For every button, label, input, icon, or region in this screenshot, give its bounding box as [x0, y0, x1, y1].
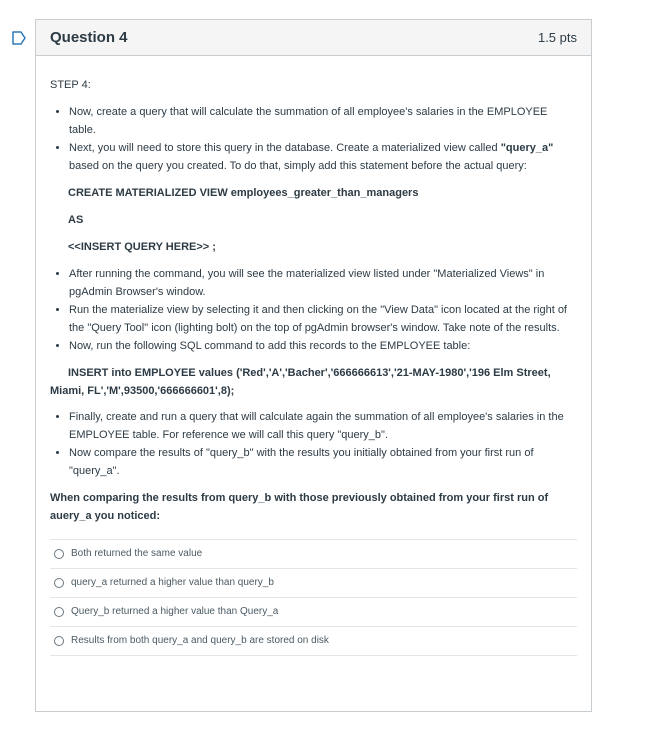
instruction-item: • Now compare the results of "query_b" with the results you initially obtained from your first run of "query_a". [69, 444, 577, 480]
answer-option[interactable] [50, 597, 577, 626]
answer-label: Results from both query_a and query_b are stored on disk [71, 635, 329, 646]
answer-option[interactable] [50, 626, 577, 656]
sql-line: CREATE MATERIALIZED VIEW employees_greater_than_managers [68, 187, 419, 199]
instruction-list-1 [50, 103, 577, 175]
question-title: Question 4 [50, 29, 128, 46]
radio-button[interactable] [54, 578, 64, 588]
instruction-item: • Now, run the following SQL command to add this records to the EMPLOYEE table: [69, 337, 577, 355]
instruction-text: based on the query you created. To do that, simply add this statement before the actual query: [69, 160, 527, 172]
sql-line: <<INSERT QUERY HERE>> ; [68, 241, 216, 253]
instruction-item: • After running the command, you will see the materialized view listed under "Materialized Views" in pgAdmin Browser's window. [69, 265, 577, 301]
question-prompt: When comparing the results from query_b with those previously obtained from your first run of auery_a you noticed: [50, 492, 549, 522]
instruction-text: Next, you will need to store this query in the database. Create a materialized view called [69, 142, 498, 154]
sql-line: AS [68, 214, 84, 226]
instruction-item [69, 139, 577, 175]
radio-button[interactable] [54, 607, 64, 617]
radio-button[interactable] [54, 636, 64, 646]
bookmark-flag-icon[interactable] [11, 30, 27, 46]
answer-list [50, 539, 577, 656]
insert-statement: INSERT into EMPLOYEE values ('Red','A','Bacher','666666613','21-MAY-1980','196 Elm Street, Miami, FL','M',93500,'666666601',8); [50, 367, 551, 397]
question-points: 1.5 pts [537, 30, 577, 45]
instruction-item: • Now, create a query that will calculate the summation of all employee's salaries in the EMPLOYEE table. [69, 103, 577, 139]
instruction-item: • Run the materialize view by selecting it and then clicking on the "View Data" icon located at the right of the "Query Tool" icon (lighting bolt) on the top of pgAdmin browser's window. Take note of the results. [69, 301, 577, 337]
step-label: STEP 4: [50, 79, 91, 91]
instruction-item: • Finally, create and run a query that will calculate again the summation of all employee's salaries in the EMPLOYEE table. For reference we will call this query "query_b". [69, 408, 577, 444]
answer-option[interactable] [50, 568, 577, 597]
question-header [36, 20, 591, 56]
answer-label: Both returned the same value [71, 548, 203, 559]
answer-option[interactable] [50, 539, 577, 568]
query-a-name: "query_a" [500, 142, 554, 154]
radio-button[interactable] [54, 549, 64, 559]
answer-label: query_a returned a higher value than query_b [71, 577, 274, 588]
instruction-list-2 [50, 265, 577, 355]
answer-label: Query_b returned a higher value than Query_a [71, 606, 279, 617]
question-body [36, 56, 591, 656]
question-card [35, 19, 592, 712]
instruction-list-3 [50, 408, 577, 480]
sql-block [50, 184, 577, 256]
